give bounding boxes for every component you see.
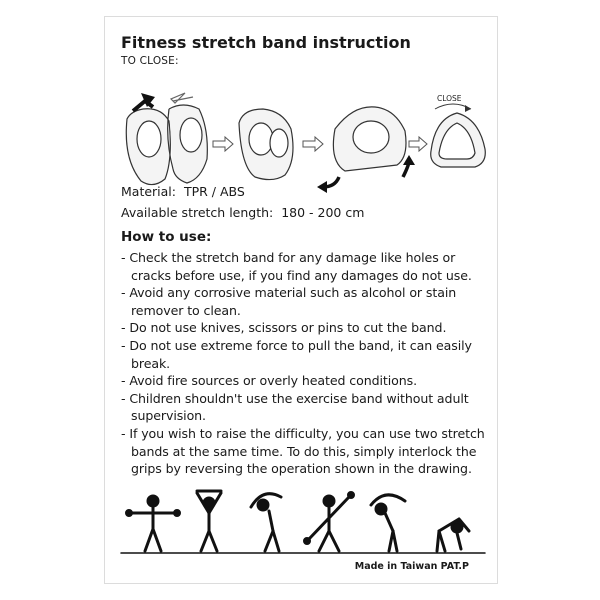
band-grip-icon (333, 107, 406, 171)
stick-figure-icon (127, 496, 180, 551)
how-to-heading: How to use: (121, 229, 212, 245)
band-grip-icon (126, 105, 207, 185)
band-grip-icon (431, 113, 486, 167)
arrow-icon (303, 137, 323, 151)
arrow-icon (213, 137, 233, 151)
list-item: - Do not use knives, scissors or pins to cut the band. (121, 320, 447, 336)
exercise-illustration (113, 487, 493, 557)
list-item: - Children shouldn't use the exercise band without adult supervision. (121, 390, 469, 424)
stick-figure-icon (197, 491, 221, 551)
closing-diagram (113, 79, 493, 199)
list-item: - Check the stretch band for any damage like holes or cracks before use, if you find any damages do not use. (121, 250, 472, 283)
arrow-icon (409, 137, 427, 151)
close-label: CLOSE (437, 94, 462, 103)
stick-figure-icon (371, 495, 405, 551)
stretch-length-line: Available stretch length: 180 - 200 cm (121, 205, 365, 220)
list-item: - Do not use extreme force to pull the band, it can easily break. (121, 337, 472, 371)
origin-label: Made in Taiwan PAT.P (354, 561, 469, 572)
material-line: Material: TPR / ABS (121, 184, 245, 199)
instruction-card (104, 16, 498, 584)
list-item: - If you wish to raise the difficulty, you can use two stretch bands at the same time. To do this, simply interlock the grips by reversing the operation shown in the drawing. (121, 425, 485, 477)
stick-figure-icon (251, 494, 281, 551)
document-title: Fitness stretch band instruction (121, 33, 411, 52)
list-item: - Avoid fire sources or overly heated conditions. (121, 373, 417, 389)
stick-figure-icon (305, 493, 354, 552)
list-item: - Avoid any corrosive material such as alcohol or stain remover to clean. (121, 285, 457, 318)
usage-list (121, 249, 489, 478)
close-subtitle: TO CLOSE: (121, 55, 179, 67)
stick-figure-icon (437, 519, 469, 551)
band-grip-icon (239, 109, 293, 180)
